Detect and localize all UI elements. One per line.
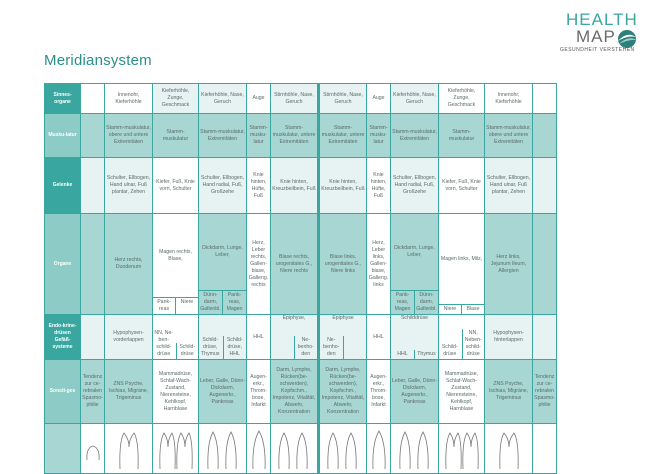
cell-sub: Dünn-darm, Gallenbl. bbox=[414, 291, 438, 314]
cell: Herz, Leber links, Gallen-blase, Galleng. links bbox=[367, 214, 391, 315]
cell-sub: Niere bbox=[175, 298, 198, 314]
cell: Schulter, Ellbogen, Hand ulnar, Fuß plantar, Zehen bbox=[485, 158, 533, 214]
cell: Stamm-muskulatur, Extremitäten bbox=[391, 114, 439, 158]
cell-empty bbox=[45, 424, 81, 474]
cell: Augen-erkr., Throm-bose, Infarkt bbox=[367, 360, 391, 424]
cell: Kieferhöhle, Nase, Geruch bbox=[391, 84, 439, 114]
tooth-cell bbox=[199, 424, 247, 474]
cell: Knie hinten, Kreuzbeilbein, Fuß bbox=[271, 158, 319, 214]
cell: Schulter, Ellbogen, Hand radial, Fuß, Großzehe bbox=[199, 158, 247, 214]
cell: Blase links, urogenitales G., Niere links bbox=[319, 214, 367, 315]
row-muskulatur bbox=[45, 114, 557, 158]
cell: ZNS Psyche, Ischias, Migräne, Trigeminus bbox=[105, 360, 153, 424]
cell: Mammadrüse, Schlaf-Wach-Zustand, Nierensteine, Kehlkopf, Harnblase bbox=[153, 360, 199, 424]
cell-empty bbox=[533, 214, 557, 315]
cell-sub: Pank-reas, Magen bbox=[222, 291, 246, 314]
row-endokrin bbox=[45, 315, 557, 360]
cell-empty bbox=[81, 84, 105, 114]
cell: Stamm-muskulatur, untere Extremitäten bbox=[271, 114, 319, 158]
cell-sub: Niere bbox=[443, 306, 457, 312]
cell: Kieferhöhle, Zunge, Geschmack bbox=[439, 84, 485, 114]
tooth-cell bbox=[391, 424, 439, 474]
cell: HHL bbox=[247, 315, 271, 360]
cell: Auge bbox=[247, 84, 271, 114]
cell bbox=[391, 214, 439, 315]
cell: Stamm-muskulatur, obere und untere Extremitäten bbox=[485, 114, 533, 158]
cell-top: Schilddrüse bbox=[400, 315, 429, 321]
tooth-cell bbox=[439, 424, 485, 474]
row-organe bbox=[45, 214, 557, 315]
cell bbox=[439, 315, 485, 360]
cell bbox=[199, 214, 247, 315]
page-title: Meridiansystem bbox=[44, 52, 152, 69]
tooth-icon bbox=[276, 429, 312, 469]
cell-top: Dickdarm, Lunge, Leber, bbox=[394, 245, 435, 258]
row-gelenke bbox=[45, 158, 557, 214]
cell: ZNS Psyche, Ischias, Migräne, Trigeminus bbox=[485, 360, 533, 424]
cell: Darm, Lymphe, Rücken(be-schwerden), Kopfschm., Impotenz, Vitalität, Abwehr, Konzentration bbox=[319, 360, 367, 424]
cell: Knie hinten, Kreuzbeilbein, Fuß bbox=[319, 158, 367, 214]
cell bbox=[391, 315, 439, 360]
cell-sub: HHL bbox=[397, 351, 408, 357]
cell bbox=[153, 214, 199, 315]
tooth-icon bbox=[85, 438, 101, 460]
tooth-icon bbox=[325, 429, 361, 469]
tooth-icon bbox=[251, 429, 267, 469]
cell bbox=[153, 315, 199, 360]
cell: Kieferhöhle, Zunge, Geschmack bbox=[153, 84, 199, 114]
cell: Tendenz zur ce-rebralen Spasmo-philie bbox=[81, 360, 105, 424]
cell: Stirnhöhle, Nase, Geruch bbox=[319, 84, 367, 114]
tooth-cell bbox=[247, 424, 271, 474]
cell: Schulter, Ellbogen, Hand radial, Fuß, Großzehe bbox=[391, 158, 439, 214]
cell bbox=[199, 315, 247, 360]
row-sonstiges bbox=[45, 360, 557, 424]
cell: Stamm-muskulatur, untere Extremitäten bbox=[319, 114, 367, 158]
cell-top: Magen rechts, Blase, bbox=[159, 248, 192, 262]
cell: HHL bbox=[367, 315, 391, 360]
cell bbox=[439, 214, 485, 315]
row-label-sinnesorgane: Sinnes-organe bbox=[45, 84, 81, 114]
logo-tagline: GESUNDHEIT VERSTEHEN bbox=[560, 47, 635, 53]
cell: Innenohr, Kieferhöhle bbox=[105, 84, 153, 114]
row-label-muskulatur: Musku-latur bbox=[45, 114, 81, 158]
tooth-icon bbox=[497, 429, 521, 469]
cell: Leber, Galle, Dünn-Dickdarm, Augenerkr., Pankreas bbox=[199, 360, 247, 424]
tooth-cell bbox=[105, 424, 153, 474]
tooth-cell bbox=[485, 424, 533, 474]
cell-sub: NN, Neben-schild-drüse bbox=[462, 329, 485, 359]
cell-empty bbox=[533, 84, 557, 114]
cell-sub bbox=[343, 336, 367, 359]
cell: Darm, Lymphe, Rücken(be-schwerden), Kopfschm., Impotenz, Vitalität, Abwehr, Konzentration bbox=[271, 360, 319, 424]
cell: Stamm-muskulatur, Extremitäten bbox=[199, 114, 247, 158]
cell-empty bbox=[533, 158, 557, 214]
cell: Stamm-muskulatur, obere und untere Extremitäten bbox=[105, 114, 153, 158]
tooth-icon bbox=[117, 429, 141, 469]
cell-empty bbox=[81, 114, 105, 158]
cell: Kiefer, Fuß, Knie vorn, Schulter bbox=[153, 158, 199, 214]
cell: Blase rechts, urogenitales G., Niere rechts bbox=[271, 214, 319, 315]
cell-sub: Schild-drüse, HHL bbox=[223, 336, 247, 359]
logo-circle-icon bbox=[614, 29, 640, 49]
cell: Schulter, Ellbogen, Hand ulnar, Fuß plantar, Zehen bbox=[105, 158, 153, 214]
cell-empty bbox=[533, 424, 557, 474]
cell-top: Epiphyse, bbox=[282, 315, 306, 321]
cell: Mammadrüse, Schlaf-Wach-Zustand, Nierensteine, Kehlkopf, Harnblase bbox=[439, 360, 485, 424]
meridian-table bbox=[44, 83, 557, 474]
cell-empty bbox=[81, 158, 105, 214]
row-label-gelenke: Gelenke bbox=[45, 158, 81, 214]
cell: Hypophysen-hinterlappen bbox=[485, 315, 533, 360]
cell: Stamm-muskulatur bbox=[153, 114, 199, 158]
logo-line2: MAP bbox=[576, 27, 616, 46]
cell: Kieferhöhle, Nase, Geruch bbox=[199, 84, 247, 114]
cell: Leber, Galle, Dünn-Dickdarm, Augenerkr., Pankreas bbox=[391, 360, 439, 424]
logo-line1: HEALTH bbox=[566, 10, 638, 29]
cell: Herz rechts, Duodenum bbox=[105, 214, 153, 315]
healthmap-logo bbox=[554, 10, 644, 53]
cell-top: Epiphyse bbox=[332, 315, 354, 321]
row-label-sonstiges: Sonsti-ges bbox=[45, 360, 81, 424]
cell: Knie hinten, Hüfte, Fuß bbox=[247, 158, 271, 214]
cell: Knie hinten, Hüfte, Fuß bbox=[367, 158, 391, 214]
cell-sub: Ne-benho-den bbox=[294, 336, 318, 359]
cell: Stirnhöhle, Nase, Geruch bbox=[271, 84, 319, 114]
cell bbox=[319, 315, 367, 360]
cell: Auge bbox=[367, 84, 391, 114]
cell-sub: Pank-reas bbox=[157, 299, 171, 312]
cell-top: Magen links, Milz, bbox=[440, 255, 483, 262]
cell-empty bbox=[81, 315, 105, 360]
cell-empty bbox=[533, 114, 557, 158]
cell-empty bbox=[81, 214, 105, 315]
cell bbox=[271, 315, 319, 360]
cell-sub: Schild-drüse bbox=[176, 343, 199, 359]
tooth-icon bbox=[397, 429, 433, 469]
cell-sub: NN, Ne-ben-schild-drüse bbox=[154, 330, 174, 357]
tooth-icon bbox=[205, 429, 241, 469]
tooth-icon bbox=[371, 429, 387, 469]
cell-sub: Ne-benho-den bbox=[323, 337, 340, 357]
cell-sub: Schild-drüse bbox=[441, 344, 458, 357]
row-label-organe: Organe bbox=[45, 214, 81, 315]
cell: Kiefer, Fuß, Knie vorn, Schulter bbox=[439, 158, 485, 214]
cell-empty bbox=[533, 315, 557, 360]
tooth-cell bbox=[81, 424, 105, 474]
cell-sub: Schild-drüse, Thymus bbox=[201, 337, 220, 357]
cell: Stamm-muskulatur bbox=[439, 114, 485, 158]
cell: Augen-erkr., Throm-bose, Infarkt bbox=[247, 360, 271, 424]
tooth-icon bbox=[444, 429, 480, 469]
row-label-endokrin: Endo-krine-drüsen Gefäß-systeme bbox=[45, 315, 81, 360]
cell: Herz links, Jejunum Ileum, Allergien bbox=[485, 214, 533, 315]
cell-sub: Blase bbox=[461, 305, 484, 314]
cell: Herz, Leber rechts, Gallen-blase, Galleng. rechts bbox=[247, 214, 271, 315]
row-sinnesorgane bbox=[45, 84, 557, 114]
cell-top: Dickdarm, Lunge, Leber, bbox=[202, 245, 243, 258]
tooth-cell bbox=[367, 424, 391, 474]
cell-sub: Pank-reas, Magen bbox=[394, 292, 411, 312]
row-teeth bbox=[45, 424, 557, 474]
cell-sub: Dünn-darm, Gallenbl. bbox=[200, 292, 221, 312]
tooth-cell bbox=[319, 424, 367, 474]
cell: Innenohr, Kieferhöhle bbox=[485, 84, 533, 114]
tooth-icon bbox=[158, 429, 194, 469]
cell: Stamm-musku-latur bbox=[247, 114, 271, 158]
tooth-cell bbox=[153, 424, 199, 474]
cell: Stamm-musku-latur bbox=[367, 114, 391, 158]
cell-sub: Thymus bbox=[414, 350, 438, 359]
tooth-cell bbox=[271, 424, 319, 474]
cell: Hypophysen-vorderlappen bbox=[105, 315, 153, 360]
cell-sub bbox=[271, 336, 294, 359]
cell: Tendenz zur ce-rebralen Spasmo-philie bbox=[533, 360, 557, 424]
